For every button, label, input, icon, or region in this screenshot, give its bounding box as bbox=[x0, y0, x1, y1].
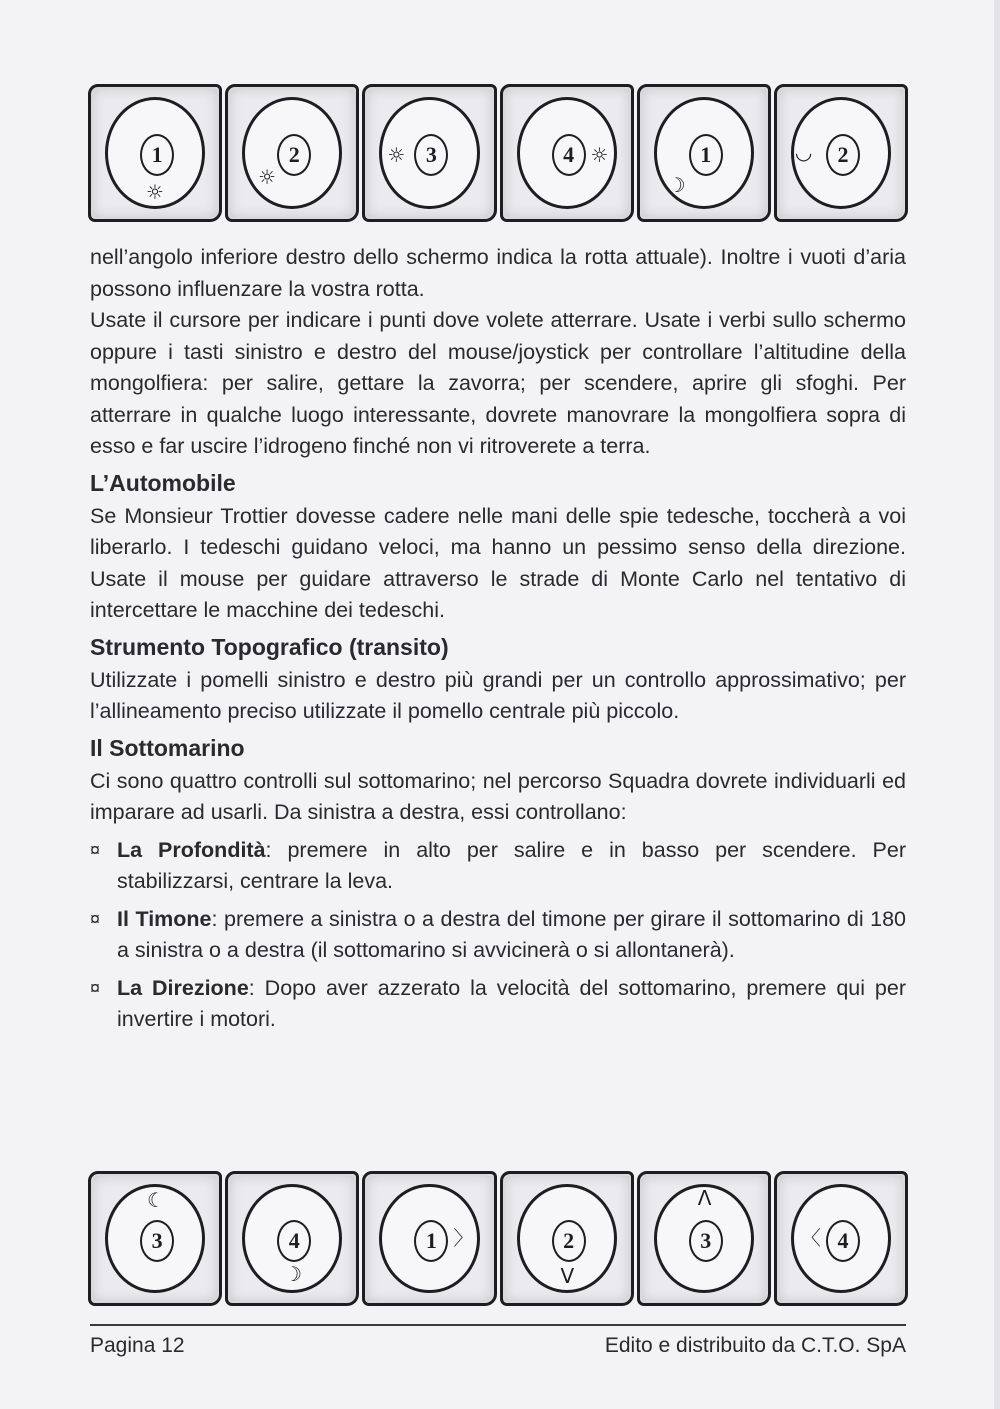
sun-icon: ☼ bbox=[146, 180, 164, 204]
bullet-icon: ¤ bbox=[90, 908, 101, 929]
term: La Direzione bbox=[117, 975, 249, 1000]
paragraph: nell’angolo inferiore destro dello schermo indica la rotta attuale). Inoltre i vuoti d’aria possono influenzare la vostra rotta. bbox=[90, 245, 906, 301]
moon-icon: ☾ bbox=[147, 1188, 165, 1212]
publisher-credit: Edito e distribuito da C.T.O. SpA bbox=[604, 1334, 906, 1357]
section-heading-strumento: Strumento Topografico (transito) bbox=[90, 633, 449, 660]
chevron-left-icon: 〈 bbox=[800, 1226, 821, 1250]
paragraph: Ci sono quattro controlli sul sottomarino; nel percorso Squadra dovrete individuarli ed imparare ad usarli. Da sinistra a destra, essi controllano: bbox=[90, 768, 906, 824]
stone-number: 4 bbox=[826, 1220, 860, 1262]
stone-tablet bbox=[225, 1171, 359, 1306]
sun-icon: ☼ bbox=[258, 165, 277, 189]
stone-tablet bbox=[88, 84, 222, 222]
stone-number: 2 bbox=[552, 1220, 586, 1262]
stone-number: 4 bbox=[552, 134, 586, 176]
stone-tablet bbox=[500, 84, 634, 222]
stone-number: 3 bbox=[689, 1220, 723, 1262]
stone-tablet bbox=[774, 84, 908, 222]
section-heading-automobile: L’Automobile bbox=[90, 469, 236, 496]
sun-icon: ☼ bbox=[387, 143, 406, 167]
page-body bbox=[90, 242, 906, 1036]
stone-number: 2 bbox=[826, 134, 860, 176]
bullet-icon: ¤ bbox=[90, 839, 101, 860]
footer bbox=[90, 1334, 906, 1358]
paragraph: Usate il cursore per indicare i punti dove volete atterrare. Usate i verbi sullo schermo oppure i tasti sinistro e destro del mouse/joystick per controllare l’altitudine della mongolfiera: per salire, gettare la zavorra; per scendere, aprire gli sfoghi. Per atterrare in qualche luogo interessante, dovrete manovrare la mongolfiera sopra di esso e far uscire l’idrogeno finché non vi ritroverete a terra. bbox=[90, 308, 906, 458]
stone-tablet bbox=[774, 1171, 908, 1306]
stone-number: 2 bbox=[277, 134, 311, 176]
stone-tablet bbox=[225, 84, 359, 222]
moon-icon: ◡ bbox=[794, 140, 813, 164]
page-edge bbox=[994, 0, 1000, 1409]
stone-tablet bbox=[362, 84, 496, 222]
paragraph: Se Monsieur Trottier dovesse cadere nelle mani delle spie tedesche, toccherà a voi liberarlo. I tedeschi guidano veloci, ma hanno un pessimo senso della direzione. Usate il mouse per guidare attraverso le strade di Monte Carlo nel tentativo di intercettare le macchine dei tedeschi. bbox=[90, 503, 906, 622]
sun-icon: ☼ bbox=[590, 143, 609, 167]
definition: : premere in alto per salire e in basso per scendere. Per stabilizzarsi, centrare la leva. bbox=[117, 837, 906, 893]
bullet-icon: ¤ bbox=[90, 977, 101, 998]
chevron-right-icon: 〉 bbox=[453, 1226, 474, 1250]
stone-tablet bbox=[362, 1171, 496, 1306]
definition: : premere a sinistra o a destra del timone per girare il sottomarino di 180 a sinistra o a destra (il sottomarino si avvicinerà o si allontanerà). bbox=[117, 906, 907, 962]
stone-number: 3 bbox=[414, 134, 448, 176]
stone-number: 1 bbox=[689, 134, 723, 176]
section-heading-sottomarino: Il Sottomarino bbox=[90, 734, 245, 761]
stone-number: 1 bbox=[140, 134, 174, 176]
footer-divider bbox=[90, 1324, 906, 1326]
stone-tablet bbox=[637, 84, 771, 222]
term: Il Timone bbox=[117, 906, 212, 931]
moon-icon: ☽ bbox=[667, 173, 686, 197]
paragraph: Utilizzate i pomelli sinistro e destro più grandi per un controllo approssimativo; per l’allineamento preciso utilizzate il pomello centrale più piccolo. bbox=[90, 667, 906, 723]
stone-tablet bbox=[637, 1171, 771, 1306]
chevron-down-icon: V bbox=[560, 1264, 575, 1288]
list-item bbox=[90, 973, 906, 1036]
list-item bbox=[90, 835, 906, 898]
list-item bbox=[90, 904, 906, 967]
stone-tablet bbox=[88, 1171, 222, 1306]
chevron-up-icon: Λ bbox=[697, 1186, 712, 1210]
top-stone-illustration bbox=[88, 84, 908, 222]
page-number: Pagina 12 bbox=[90, 1334, 185, 1357]
stone-number: 3 bbox=[140, 1220, 174, 1262]
stone-number: 4 bbox=[277, 1220, 311, 1262]
bottom-stone-illustration bbox=[88, 1171, 908, 1306]
definition: : Dopo aver azzerato la velocità del sottomarino, premere qui per invertire i motori. bbox=[117, 975, 906, 1031]
stone-tablet bbox=[500, 1171, 634, 1306]
term: La Profondità bbox=[117, 837, 266, 862]
stone-number: 1 bbox=[414, 1220, 448, 1262]
moon-icon: ☽ bbox=[284, 1262, 303, 1286]
